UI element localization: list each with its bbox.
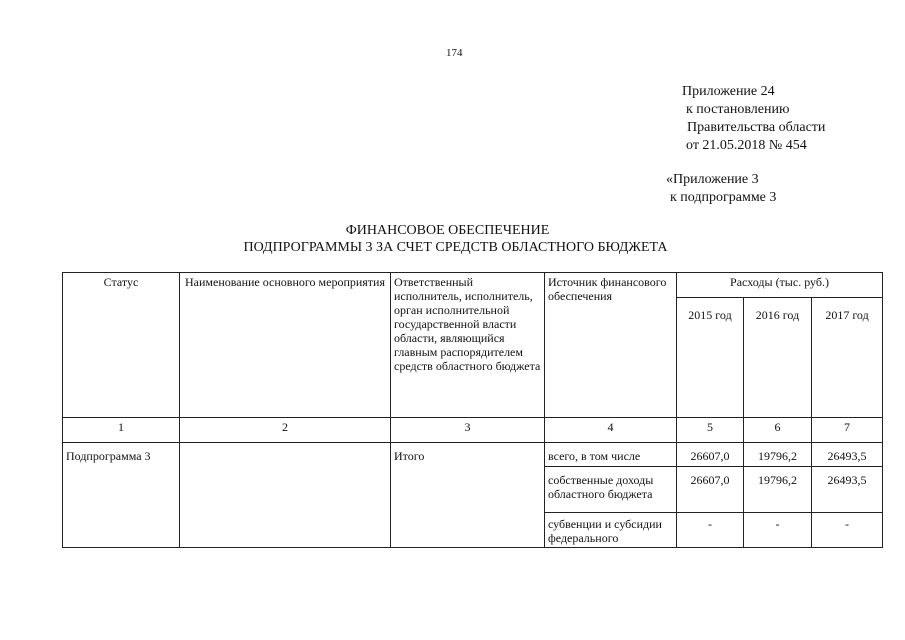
header-expenses: Расходы (тыс. руб.) — [677, 273, 883, 298]
financing-table — [62, 272, 883, 548]
appendix-24-line: к постановлению — [686, 102, 790, 117]
appendix-24-line: от 21.05.2018 № 454 — [686, 138, 807, 153]
appendix-3-line: к подпрограмме 3 — [670, 190, 777, 205]
value-cell: - — [812, 513, 883, 548]
event-name-cell — [180, 443, 391, 548]
value-cell: 19796,2 — [744, 467, 812, 513]
appendix-3-block — [666, 171, 776, 207]
header-year-2016: 2016 год — [744, 298, 812, 418]
value-cell: 26493,5 — [812, 443, 883, 467]
column-number: 3 — [391, 418, 545, 443]
appendix-24-line: Приложение 24 — [682, 84, 775, 99]
document-title: ФИНАНСОВОЕ ОБЕСПЕЧЕНИЕ — [345, 223, 550, 238]
column-number: 7 — [812, 418, 883, 443]
column-numbers-row — [63, 418, 883, 443]
page-number: 174 — [446, 47, 463, 59]
source-cell: всего, в том числе — [545, 443, 677, 467]
header-year-2015: 2015 год — [677, 298, 744, 418]
table-row — [63, 443, 883, 467]
status-cell: Подпрограмма 3 — [63, 443, 180, 548]
header-source: Источник финансового обеспечения — [545, 273, 677, 418]
value-cell: - — [677, 513, 744, 548]
header-year-2017: 2017 год — [812, 298, 883, 418]
column-number: 5 — [677, 418, 744, 443]
appendix-24-block — [682, 83, 825, 155]
column-number: 1 — [63, 418, 180, 443]
executor-cell: Итого — [391, 443, 545, 548]
value-cell: 26607,0 — [677, 467, 744, 513]
header-executor: Ответственный исполнитель, исполнитель, орган исполнительной государственной власти области, являющийся главным распорядителем средств областного бюджета — [391, 273, 545, 418]
header-event-name: Наименование основного мероприятия — [180, 273, 391, 418]
value-cell: - — [744, 513, 812, 548]
value-cell: 26493,5 — [812, 467, 883, 513]
value-cell: 19796,2 — [744, 443, 812, 467]
column-number: 4 — [545, 418, 677, 443]
source-cell: субвенции и субсидии федерального — [545, 513, 677, 548]
appendix-3-line: «Приложение 3 — [666, 172, 759, 187]
appendix-24-line: Правительства области — [687, 120, 826, 135]
column-number: 2 — [180, 418, 391, 443]
column-number: 6 — [744, 418, 812, 443]
source-cell: собственные доходы областного бюджета — [545, 467, 677, 513]
header-status: Статус — [63, 273, 180, 418]
value-cell: 26607,0 — [677, 443, 744, 467]
document-subtitle: ПОДПРОГРАММЫ 3 ЗА СЧЕТ СРЕДСТВ ОБЛАСТНОГО БЮДЖЕТА — [243, 240, 668, 255]
